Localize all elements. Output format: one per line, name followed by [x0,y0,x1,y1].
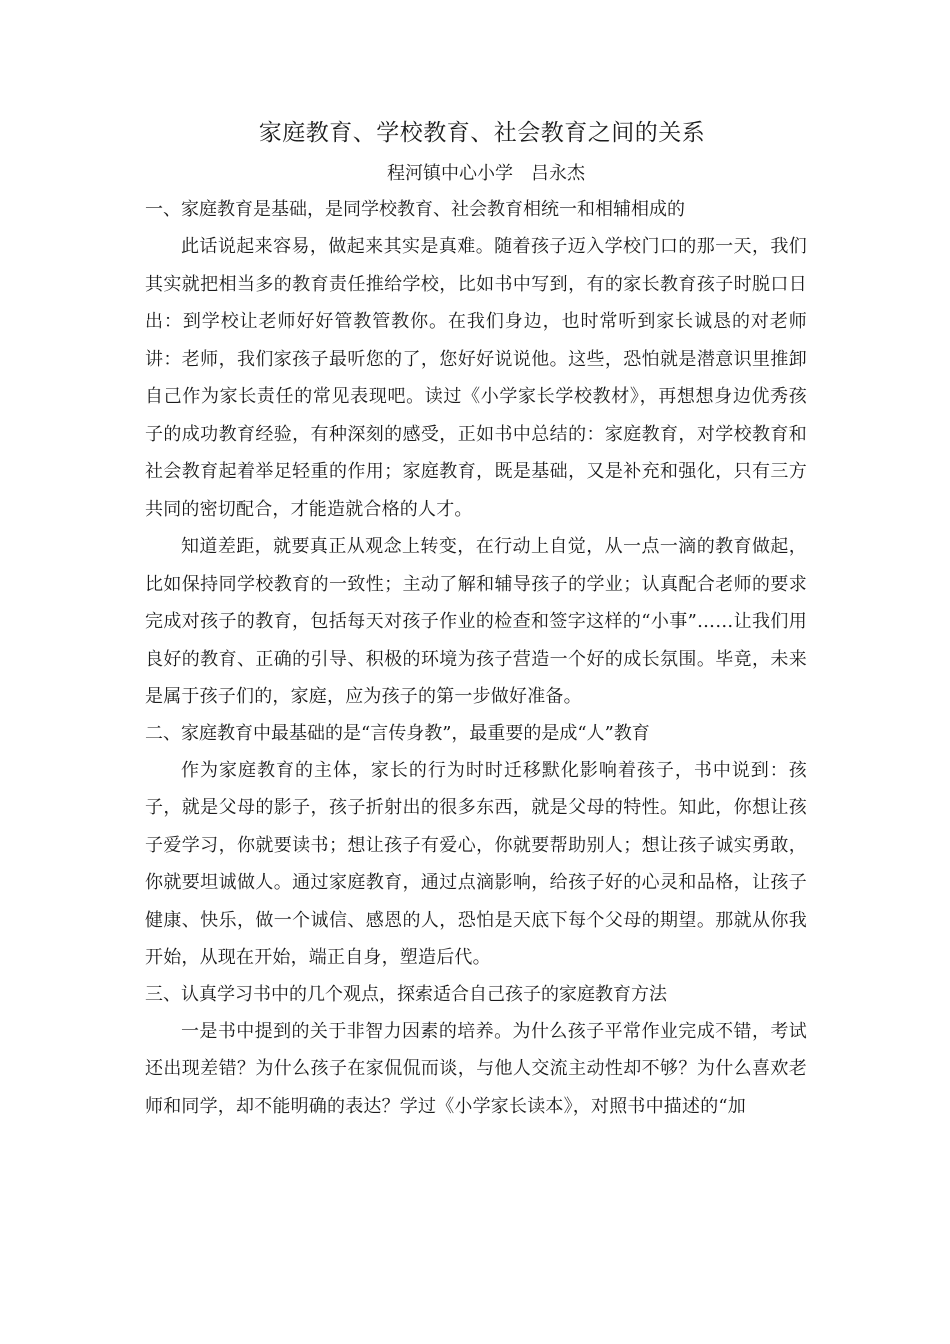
paragraph: 知道差距，就要真正从观念上转变，在行动上自觉，从一点一滴的教育做起，比如保持同学校教育的一致性；主动了解和辅导孩子的学业；认真配合老师的要求完成对孩子的教育，包括每天对孩子作业的检查和签字这样的“小事”……让我们用良好的教育、正确的引导、积极的环境为孩子营造一个好的成长氛围。毕竟，未来是属于孩子们的，家庭，应为孩子的第一步做好准备。 [145,536,807,707]
section-heading: 二、家庭教育中最基础的是“言传身教”，最重要的是成“人”教育 [145,722,650,744]
author-line: 程河镇中心小学 吕永杰 [387,163,585,184]
document-page [145,110,807,1125]
section-heading: 三、认真学习书中的几个观点，探索适合自己孩子的家庭教育方法 [145,983,667,1005]
section-heading: 一、家庭教育是基础，是同学校教育、社会教育相统一和相辅相成的 [145,199,685,220]
paragraph: 此话说起来容易，做起来其实是真难。随着孩子迈入学校门口的那一天，我们其实就把相当多的教育责任推给学校，比如书中写到，有的家长教育孩子时脱口日出：到学校让老师好好管教管教你。在我们身边，也时常听到家长诚恳的对老师讲：老师，我们家孩子最听您的了，您好好说说他。这些，恐怕就是潜意识里推卸自己作为家长责任的常见表现吧。读过《小学家长学校教材》，再想想身边优秀孩子的成功教育经验，有种深刻的感受，正如书中总结的：家庭教育，对学校教育和社会教育起着举足轻重的作用；家庭教育，既是基础，又是补充和强化，只有三方共同的密切配合，才能造就合格的人才。 [145,236,807,520]
paragraph: 一是书中提到的关于非智力因素的培养。为什么孩子平常作业完成不错，考试还出现差错？为什么孩子在家侃侃而谈，与他人交流主动性却不够？为什么喜欢老师和同学，却不能明确的表达？学过《小学家长读本》，对照书中描述的“加 [145,1020,807,1117]
document-title: 家庭教育、学校教育、社会教育之间的关系 [258,120,706,146]
paragraph: 作为家庭教育的主体，家长的行为时时迁移默化影响着孩子，书中说到：孩子，就是父母的影子，孩子折射出的很多东西，就是父母的特性。知此，你想让孩子爱学习，你就要读书；想让孩子有爱心，你就要帮助别人；想让孩子诚实勇敢，你就要坦诚做人。通过家庭教育，通过点滴影响，给孩子好的心灵和品格，让孩子健康、快乐，做一个诚信、感恩的人，恐怕是天底下每个父母的期望。那就从你我开始，从现在开始，端正自身，塑造后代。 [145,759,807,968]
